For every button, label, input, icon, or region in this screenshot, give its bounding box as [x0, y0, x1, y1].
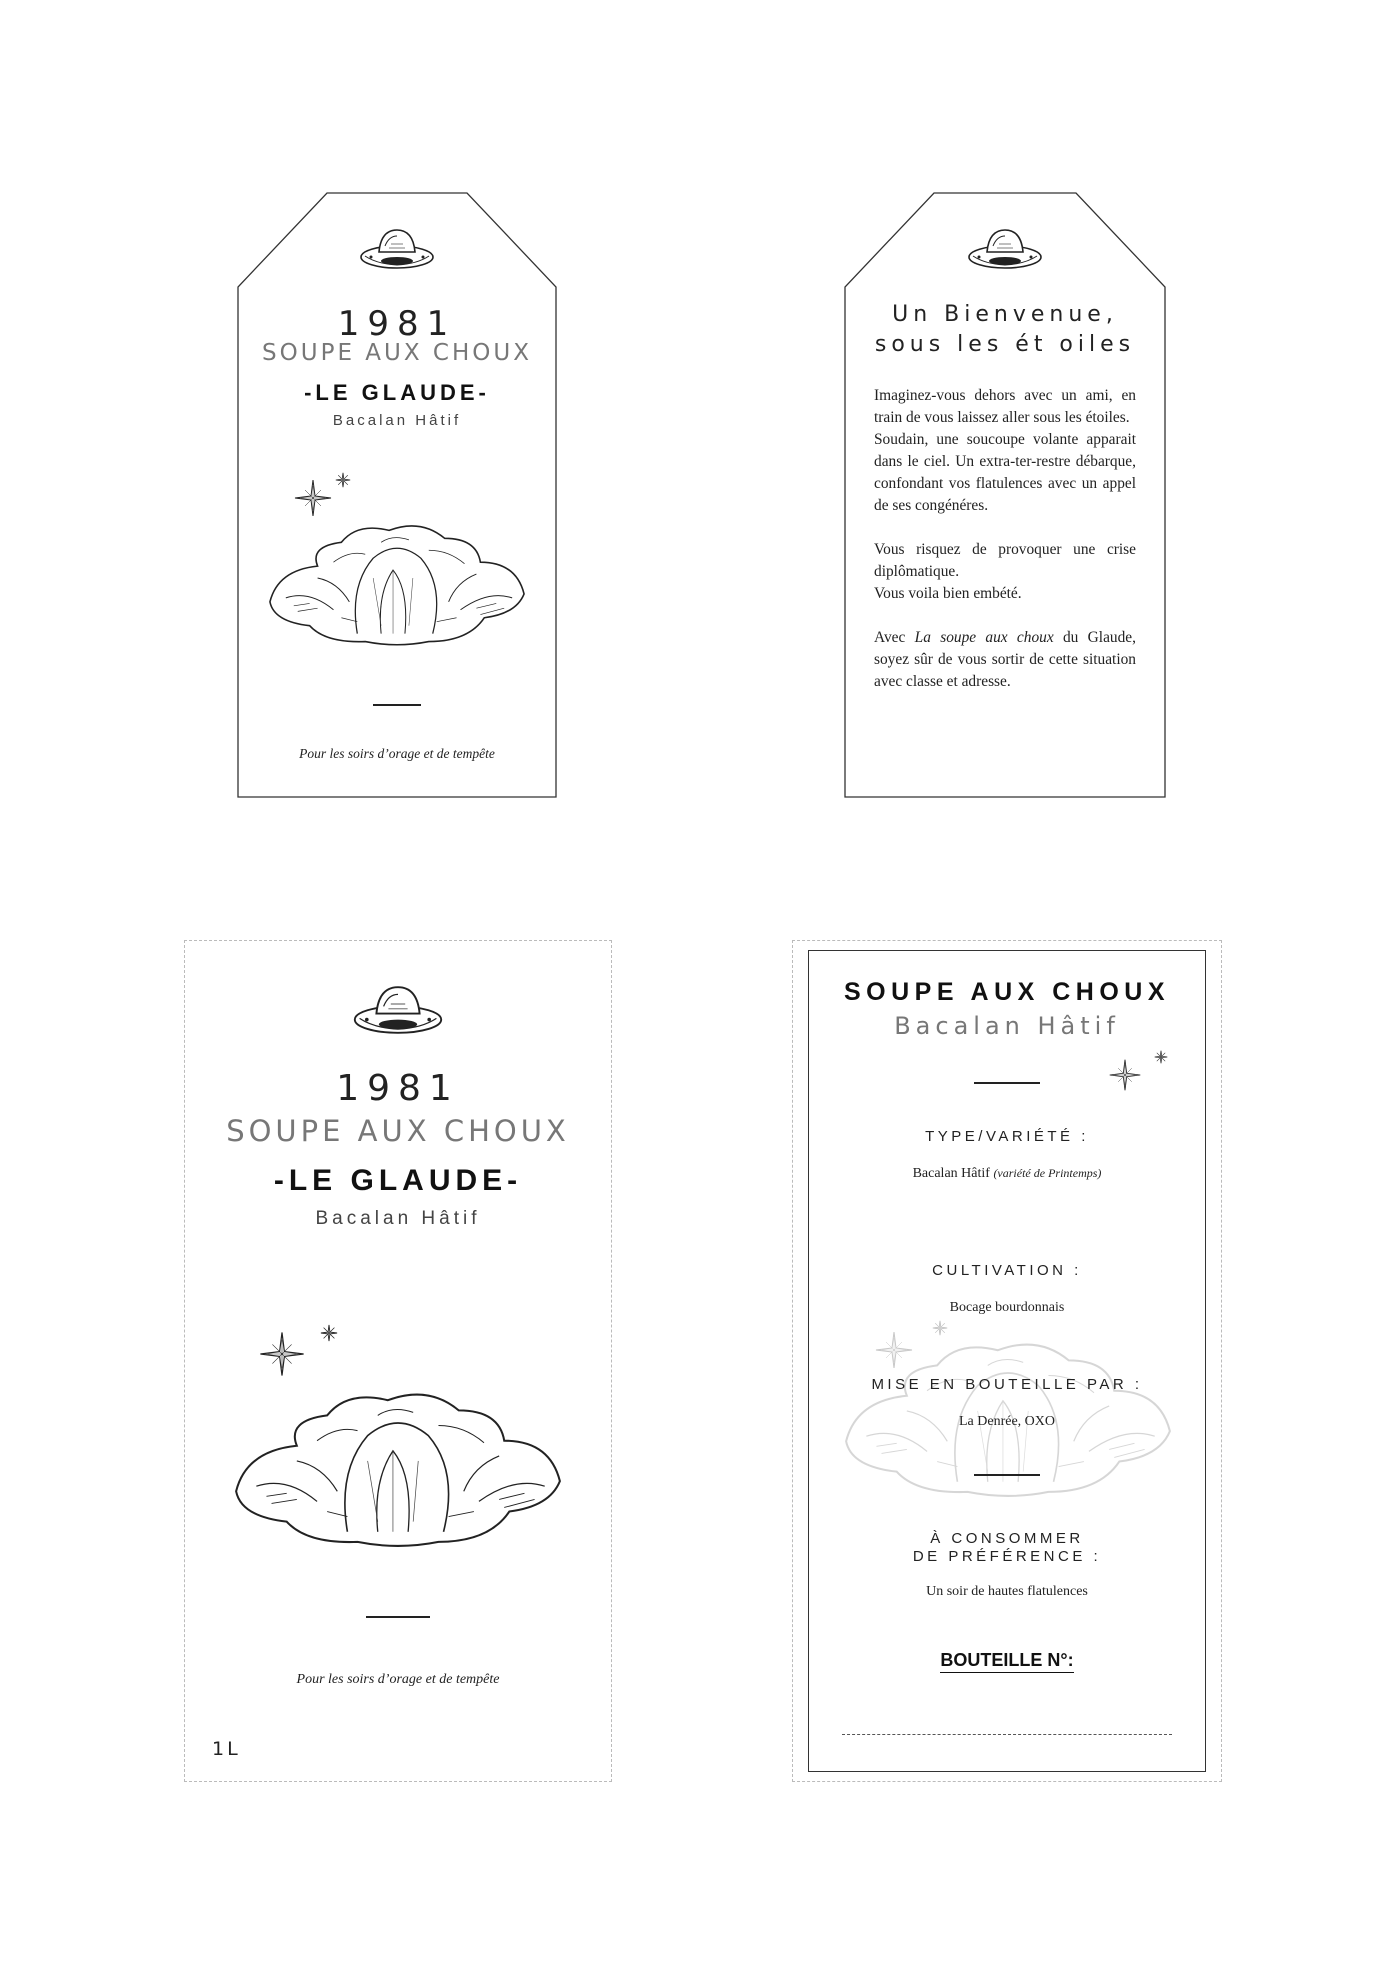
label-tagline: Pour les soirs d’orage et de tempête [296, 1672, 500, 1687]
bottle-number-label [792, 1650, 1222, 1671]
story-paragraph: Vous voila bien embété. [874, 585, 1022, 602]
label-volume: 1L [212, 1738, 241, 1760]
bottled-value: La Denrée, OXO [958, 1414, 1055, 1429]
tag-product-name: SOUPE AUX CHOUX [262, 340, 532, 366]
type-heading: TYPE/VARIÉTÉ : [925, 1128, 1089, 1145]
label-year: 1981 [336, 1068, 460, 1109]
sparkle-icon [1108, 1058, 1142, 1092]
label-variety: Bacalan Hâtif [315, 1208, 481, 1229]
back-label-variety: Bacalan Hâtif [894, 1012, 1120, 1040]
label-brand-name: -LE GLAUDE- [273, 1164, 523, 1197]
type-value [792, 1166, 1222, 1182]
sparkle-icon [258, 1330, 306, 1378]
story-title-line-1: Un Bienvenue, [892, 302, 1118, 327]
cultivation-heading: CULTIVATION : [932, 1262, 1082, 1279]
back-tag [844, 192, 1166, 798]
tag-tagline: Pour les soirs d’orage et de tempête [299, 746, 495, 761]
consume-value: Un soir de hautes flatulences [926, 1584, 1088, 1599]
bottle-number-text: BOUTEILLE N°: [940, 1650, 1073, 1673]
bottle-number-dotted-line [842, 1734, 1172, 1735]
story-title-line-2: sous les ét oiles [874, 332, 1136, 357]
type-value-text: Bacalan Hâtif [912, 1166, 990, 1181]
story-italic-title: La soupe aux choux [914, 629, 1054, 646]
back-label [792, 940, 1222, 1782]
divider [366, 1616, 430, 1618]
story-paragraph [874, 627, 1136, 693]
story-paragraph: Imaginez-vous dehors avec un ami, en train de vous laissez aller sous les étoiles. [874, 387, 1136, 426]
ufo-icon [965, 224, 1045, 274]
story-text [874, 385, 1136, 693]
tag-brand-name: -LE GLAUDE- [304, 380, 490, 405]
story-paragraph: Soudain, une soucoupe volante apparait dans le ciel. Un extra-ter-restre débarque, confondant vos flatulences avec un appel de ses congénéres. [874, 431, 1136, 514]
sparkle-small-icon [320, 1324, 338, 1342]
story-text-segment: du Glaude, soyez sûr de vous sortir de cette situation avec classe et adresse. [874, 629, 1136, 690]
cabbage-illustration [226, 1380, 570, 1552]
type-value-note: (variété de Printemps) [993, 1166, 1102, 1180]
sparkle-small-icon [1154, 1050, 1168, 1064]
sparkle-watermark-small-icon [932, 1320, 948, 1336]
tag-variety: Bacalan Hâtif [332, 412, 462, 429]
tag-outline [237, 192, 557, 798]
consume-heading-line-2: DE PRÉFÉRENCE : [912, 1548, 1102, 1565]
divider [974, 1082, 1040, 1084]
story-paragraph: Vous risquez de provoquer une crise diplômatique. [874, 541, 1136, 580]
sparkle-small-icon [335, 472, 351, 488]
label-product-name: SOUPE AUX CHOUX [226, 1114, 570, 1148]
story-text-segment: Avec [874, 629, 915, 646]
consume-heading-line-1: À CONSOMMER [930, 1530, 1084, 1547]
divider [373, 704, 421, 706]
cultivation-value: Bocage bourdonnais [949, 1300, 1065, 1315]
cabbage-illustration [262, 512, 532, 652]
bottled-heading: MISE EN BOUTEILLE PAR : [871, 1376, 1143, 1393]
sparkle-watermark-icon [874, 1330, 914, 1370]
ufo-icon [350, 980, 446, 1040]
ufo-icon [357, 224, 437, 274]
tag-year: 1981 [337, 304, 457, 344]
front-tag [237, 192, 557, 798]
back-label-product: SOUPE AUX CHOUX [843, 978, 1171, 1006]
divider [974, 1474, 1040, 1476]
cut-line [184, 940, 612, 1782]
front-label [184, 940, 612, 1782]
